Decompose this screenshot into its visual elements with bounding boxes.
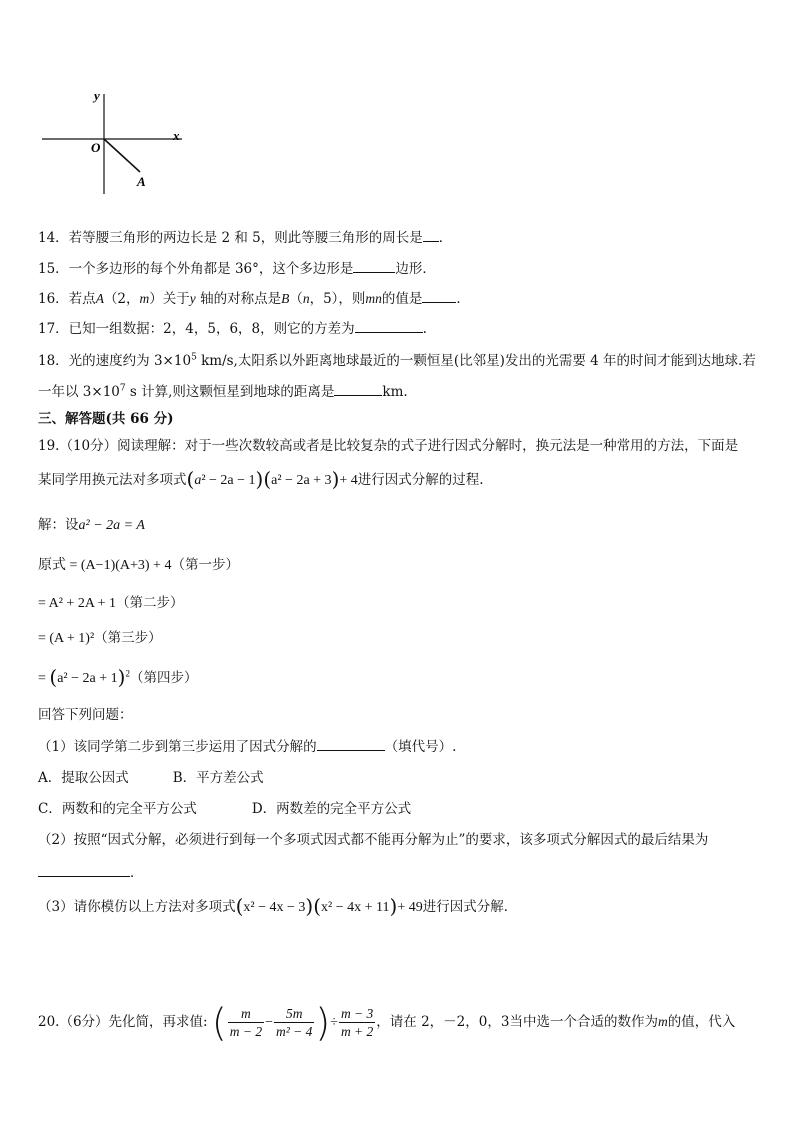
- sub-question-text: （填代号）.: [384, 739, 457, 755]
- answer-blank[interactable]: [353, 260, 395, 273]
- question-18-line-2: [38, 383, 408, 401]
- answer-blank[interactable]: [317, 738, 385, 751]
- answer-intro: 回答下列问题：: [38, 707, 133, 723]
- math-expr: = $(a^2 - 2a + 1)^2$: [38, 665, 130, 689]
- q20-text: 的值，代入: [667, 1014, 736, 1030]
- options-row-1: [38, 769, 264, 787]
- math-operator: ÷: [330, 1015, 338, 1030]
- q19-sub3-expression: (x² − 4x − 3)(x² − 4x + 11)+ 49: [235, 894, 423, 918]
- q16-point-a: A: [95, 291, 104, 306]
- answer-blank[interactable]: [38, 864, 130, 877]
- sub-question-text: ．: [130, 865, 144, 881]
- math-expr: + 49: [397, 900, 423, 915]
- origin-label: O: [91, 140, 101, 155]
- step-note: （第二步）: [116, 595, 184, 611]
- question-20: 20.（6分）先化简，再求值: ( $\frac{m}{m - 2}$ − $\frac{5m}{\text{m² − 4}}$ )÷ $\frac{m - 3}{m + 2}$ ，请在 2，－2，0，3当中选一个合适的数作为m的值，代入: [38, 1000, 736, 1045]
- q16-part: ）关于: [149, 291, 190, 307]
- sub-question-1: [38, 738, 456, 756]
- solution-step-4: [38, 665, 198, 689]
- math-expr: = (A + 1)²: [38, 631, 95, 646]
- math-expr: + 4: [339, 473, 358, 488]
- option-a[interactable]: A．提取公因式: [38, 770, 129, 786]
- options-row-2: [38, 800, 411, 818]
- step-note: （第三步）: [94, 630, 162, 646]
- question-14-end: ．: [438, 230, 453, 246]
- answer-blank[interactable]: [334, 383, 382, 396]
- fraction-denominator: m² − 4: [276, 1024, 313, 1039]
- question-19-line-2: [38, 467, 484, 491]
- q16-var-n: n: [302, 291, 310, 306]
- sub-question-3: [38, 894, 518, 918]
- q18-text: s 计算,则这颗恒星到地球的距离是: [125, 384, 335, 400]
- q16-part: 轴的对称点是: [195, 291, 282, 307]
- q16-part: （2，: [103, 291, 140, 307]
- solution-step-3: [38, 629, 162, 648]
- q18-exponent: 7: [119, 383, 126, 394]
- fraction-2: [274, 1005, 314, 1040]
- step-note: （第一步）: [171, 557, 239, 573]
- section-heading: 三、解答题(共 66 分): [38, 411, 174, 427]
- question-19-line-1: 19.（10分）阅读理解：对于一些次数较高或者是比较复杂的式子进行因式分解时，换元法是一种常用的方法，下面是: [38, 438, 739, 454]
- sub-question-text: （1）该同学第二步到第三步运用了因式分解的: [38, 739, 317, 755]
- question-15-end: 边形．: [395, 261, 436, 277]
- fraction-denominator: m + 2: [340, 1024, 374, 1039]
- q16-part: ，5），则: [309, 291, 366, 307]
- math-expr: = A² + 2A + 1: [38, 596, 117, 611]
- ray-oa: [104, 139, 140, 172]
- question-15: [38, 260, 436, 278]
- sub-question-2-answer: [38, 864, 144, 882]
- question-16: [38, 290, 470, 308]
- fraction-numerator: 5m: [274, 1005, 314, 1023]
- fraction-denominator: m − 2: [229, 1024, 263, 1039]
- sub-question-text: （3）请你模仿以上方法对多项式: [38, 899, 236, 915]
- x-axis-label: x: [173, 128, 180, 143]
- math-expr: x² − 4x − 3: [243, 900, 306, 915]
- solution-label: 解：设: [38, 517, 79, 533]
- question-18-line-1: [38, 352, 756, 370]
- math-expr: x² − 4x + 11: [321, 900, 390, 915]
- solution-line: [38, 516, 145, 535]
- question-14: [38, 229, 452, 247]
- q20-text: 20.（6分）先化简，再求值:: [38, 1014, 208, 1030]
- answer-blank[interactable]: [355, 320, 423, 333]
- math-operator: −: [265, 1015, 273, 1030]
- fraction-numerator: m: [228, 1005, 264, 1023]
- sub-question-text: 进行因式分解．: [422, 899, 518, 915]
- solution-step-1: [38, 556, 239, 575]
- math-exponent: 2: [125, 668, 130, 679]
- q16-part: （: [289, 291, 303, 307]
- q16-var-y: y: [189, 291, 196, 306]
- fraction-numerator: m − 3: [340, 1006, 374, 1021]
- question-17: [38, 320, 427, 338]
- sub-question-2: （2）按照“因式分解，必须进行到每一个多项式因式都不能再分解为止”的要求，该多项式分解因式的最后结果为: [38, 832, 709, 848]
- q16-part: 16．若点: [38, 291, 96, 307]
- option-c[interactable]: C．两数和的完全平方公式: [38, 801, 197, 817]
- math-expr: a² − 2a = A: [78, 518, 145, 533]
- fraction-3: [339, 1005, 375, 1040]
- point-a-label: A: [137, 174, 146, 189]
- q20-var-m: m: [657, 1014, 668, 1029]
- question-17-end: .: [422, 321, 427, 337]
- coordinate-figure: [36, 84, 196, 194]
- math-expr: a² − 2a + 3: [271, 473, 332, 488]
- q19-text: 进行因式分解的过程.: [357, 472, 484, 488]
- q18-text: 18．光的速度约为 3×10: [38, 353, 192, 369]
- fraction-1: [228, 1005, 264, 1040]
- option-d[interactable]: D．两数差的完全平方公式: [251, 801, 412, 817]
- option-b[interactable]: B．平方差公式: [172, 770, 264, 786]
- question-15-text: 15．一个多边形的每个外角都是 36°，这个多边形是: [38, 261, 354, 277]
- math-var: a: [194, 473, 202, 488]
- q18-text: 一年以 3×10: [38, 384, 120, 400]
- q19-expression: (a² − 2a − 1)(a² − 2a + 3)+ 4: [186, 467, 358, 491]
- answer-blank[interactable]: [423, 229, 439, 242]
- question-17-text: 17．已知一组数据：2，4，5，6，8，则它的方差为: [38, 321, 355, 337]
- math-expr: ² − 2a − 1: [201, 473, 256, 488]
- q18-text: km/s,太阳系以外距离地球最近的一颗恒星(比邻星)发出的光需要 4 年的时间才能到达地球.若: [196, 353, 756, 369]
- q16-var-m: m: [139, 291, 150, 306]
- q18-exponent: 5: [191, 352, 197, 363]
- step-note: （第四步）: [129, 670, 198, 686]
- math-expr: 原式 = (A−1)(A+3) + 4: [38, 558, 172, 573]
- q18-text: km.: [382, 384, 408, 400]
- q16-var-mn: mn: [365, 291, 382, 306]
- q16-part: ．: [456, 291, 470, 307]
- solution-step-2: [38, 594, 184, 613]
- answer-blank[interactable]: [422, 290, 456, 303]
- q19-text: 某同学用换元法对多项式: [38, 472, 187, 488]
- question-14-text: 14．若等腰三角形的两边长是 2 和 5，则此等腰三角形的周长是: [38, 230, 423, 246]
- q20-text: ，请在 2，－2，0，3当中选一个合适的数作为: [376, 1014, 658, 1030]
- q16-point-b: B: [281, 291, 290, 306]
- y-axis-label: y: [94, 88, 100, 103]
- math-expr: a² − 2a + 1: [57, 671, 118, 686]
- q16-part: 的值是: [381, 291, 423, 307]
